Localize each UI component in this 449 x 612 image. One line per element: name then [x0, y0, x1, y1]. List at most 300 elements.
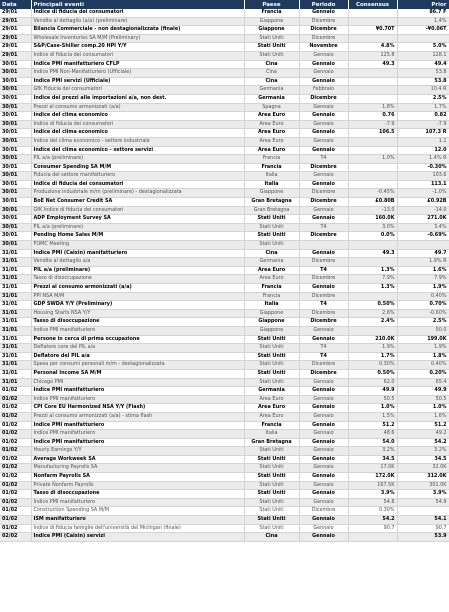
cell-event: Indice PMI manifatturiero CFLP — [31, 60, 244, 69]
cell-prior: 54.9 — [397, 498, 449, 507]
cell-event: Indice PMI (Caixin) manifatturiero — [31, 249, 244, 258]
cell-event: Indice PMI servizi (Ufficiale) — [31, 77, 244, 86]
cell-prior: 1.7% — [397, 103, 449, 112]
cell-country: Stati Uniti — [244, 464, 299, 473]
cell-date: 01/02 — [0, 455, 31, 464]
table-row[interactable] — [0, 498, 449, 507]
cell-date: 30/01 — [0, 206, 31, 215]
table-row[interactable] — [0, 26, 449, 35]
cell-date: 30/01 — [0, 223, 31, 232]
table-row[interactable] — [0, 9, 449, 17]
cell-period: Gennaio — [299, 335, 348, 344]
cell-event: Manufacturing Payrolls SA — [31, 464, 244, 473]
cell-date: 01/02 — [0, 464, 31, 473]
cell-consensus: 4.8% — [348, 43, 397, 52]
cell-period: Dicembre — [299, 258, 348, 267]
cell-country: Italia — [244, 430, 299, 439]
table-row[interactable] — [0, 361, 449, 370]
table-row[interactable] — [0, 284, 449, 293]
cell-country: Area Euro — [244, 112, 299, 121]
cell-consensus: 90.7 — [348, 524, 397, 533]
table-row[interactable] — [0, 275, 449, 284]
cell-date: 02/02 — [0, 533, 31, 542]
table-row[interactable] — [0, 103, 449, 112]
cell-event: Personal Income SA M/M — [31, 369, 244, 378]
cell-date: 31/01 — [0, 352, 31, 361]
cell-period: Dicembre — [299, 369, 348, 378]
cell-event: PIL a/a (preliminare) — [31, 266, 244, 275]
table-row[interactable] — [0, 412, 449, 421]
cell-prior — [397, 241, 449, 250]
cell-period: Gennaio — [299, 464, 348, 473]
cell-date: 31/01 — [0, 249, 31, 258]
table-row[interactable] — [0, 490, 449, 499]
cell-prior: 53.8 — [397, 69, 449, 78]
cell-consensus: -0.45% — [348, 189, 397, 198]
cell-date: 01/02 — [0, 490, 31, 499]
cell-country: Stati Uniti — [244, 516, 299, 525]
cell-date: 31/01 — [0, 258, 31, 267]
cell-prior: 103.6 — [397, 172, 449, 181]
cell-period: T4 — [299, 301, 348, 310]
cell-event: Prezzi al consumo armonizzati (a/a) — [31, 103, 244, 112]
cell-event: Indice del clima economico - settore industriale — [31, 137, 244, 146]
cell-period: Febbraio — [299, 86, 348, 95]
cell-consensus: 0.50% — [348, 301, 397, 310]
cell-prior: 1.4% R — [397, 155, 449, 164]
cell-country: Stati Uniti — [244, 524, 299, 533]
cell-period: Gennaio — [299, 430, 348, 439]
table-row[interactable] — [0, 335, 449, 344]
table-row[interactable] — [0, 318, 449, 327]
cell-country: Area Euro — [244, 266, 299, 275]
header-date[interactable]: Data — [0, 0, 31, 9]
cell-prior: 49.7 — [397, 249, 449, 258]
table-row[interactable] — [0, 120, 449, 129]
cell-consensus: 0.0% — [348, 232, 397, 241]
cell-prior: 3.4% — [397, 223, 449, 232]
cell-consensus — [348, 9, 397, 17]
cell-prior: 128.1 — [397, 51, 449, 60]
cell-prior: 5.0% — [397, 43, 449, 52]
cell-country: Area Euro — [244, 412, 299, 421]
cell-country: Stati Uniti — [244, 498, 299, 507]
cell-country: Stati Uniti — [244, 34, 299, 43]
cell-event: Indice PMI manifatturiero — [31, 438, 244, 447]
cell-country: Stati Uniti — [244, 473, 299, 482]
cell-prior: 51.2 — [397, 421, 449, 430]
cell-event: S&P/Case-Shiller comp.20 HPI Y/Y — [31, 43, 244, 52]
cell-period: Dicembre — [299, 189, 348, 198]
cell-date: 01/02 — [0, 516, 31, 525]
cell-date: 30/01 — [0, 86, 31, 95]
cell-event: GfK Fiducia dei consumatori — [31, 86, 244, 95]
cell-consensus — [348, 34, 397, 43]
cell-prior: 49.2 — [397, 430, 449, 439]
table-row[interactable] — [0, 258, 449, 267]
cell-period: Gennaio — [299, 524, 348, 533]
table-row[interactable] — [0, 189, 449, 198]
cell-prior: 34.5 — [397, 455, 449, 464]
cell-country: Stati Uniti — [244, 481, 299, 490]
cell-country: Germania — [244, 387, 299, 396]
cell-consensus — [348, 533, 397, 542]
cell-period: T4 — [299, 266, 348, 275]
cell-prior: 7.9% — [397, 275, 449, 284]
cell-consensus: 34.5 — [348, 455, 397, 464]
cell-event: Indice di fiducia dei consumatori — [31, 9, 244, 17]
cell-consensus: 167.5K — [348, 481, 397, 490]
cell-country: Stati Uniti — [244, 232, 299, 241]
table-row[interactable] — [0, 352, 449, 361]
cell-prior: 0.40% — [397, 292, 449, 301]
cell-consensus: 1.9% — [348, 344, 397, 353]
cell-country: Francia — [244, 9, 299, 17]
table-row[interactable] — [0, 395, 449, 404]
cell-period: Dicembre — [299, 232, 348, 241]
table-row[interactable] — [0, 421, 449, 430]
cell-period: Gennaio — [299, 137, 348, 146]
cell-country: Francia — [244, 421, 299, 430]
table-row[interactable] — [0, 249, 449, 258]
cell-period: Gennaio — [299, 498, 348, 507]
cell-prior: -0.30% — [397, 163, 449, 172]
cell-consensus: 62.0 — [348, 378, 397, 387]
cell-event: PIL a/a (preliminare) — [31, 223, 244, 232]
cell-consensus — [348, 180, 397, 189]
table-row[interactable] — [0, 172, 449, 181]
cell-prior: 0.70% — [397, 301, 449, 310]
cell-period: Gennaio — [299, 387, 348, 396]
cell-prior: 0.82 — [397, 112, 449, 121]
cell-date: 31/01 — [0, 318, 31, 327]
cell-event: Indice PMI manifatturiero — [31, 326, 244, 335]
cell-period: Gennaio — [299, 326, 348, 335]
cell-country: Cina — [244, 60, 299, 69]
table-row[interactable] — [0, 146, 449, 155]
table-row[interactable] — [0, 481, 449, 490]
cell-consensus: 49.9 — [348, 387, 397, 396]
cell-period: Gennaio — [299, 69, 348, 78]
table-row[interactable] — [0, 69, 449, 78]
cell-prior: 1.9% — [397, 284, 449, 293]
cell-event: Indice PMI manifatturiero — [31, 395, 244, 404]
table-row[interactable] — [0, 524, 449, 533]
table-row[interactable] — [0, 378, 449, 387]
cell-country: Giappone — [244, 318, 299, 327]
cell-period: Dicembre — [299, 275, 348, 284]
cell-country: Area Euro — [244, 146, 299, 155]
cell-period — [299, 241, 348, 250]
table-row[interactable] — [0, 51, 449, 60]
cell-period: Dicembre — [299, 198, 348, 207]
cell-date: 30/01 — [0, 69, 31, 78]
header-country[interactable]: Paese — [244, 0, 299, 9]
cell-date: 01/02 — [0, 387, 31, 396]
header-event[interactable]: Principali eventi — [31, 0, 244, 9]
cell-event: Indice del clima economico — [31, 112, 244, 121]
cell-consensus — [348, 163, 397, 172]
cell-consensus — [348, 137, 397, 146]
table-row[interactable] — [0, 86, 449, 95]
cell-event: Indice PMI manifatturiero — [31, 498, 244, 507]
cell-period: Gennaio — [299, 378, 348, 387]
cell-prior: 2.5% — [397, 94, 449, 103]
cell-date: 31/01 — [0, 275, 31, 284]
cell-period: Dicembre — [299, 163, 348, 172]
cell-prior: -14.0 — [397, 206, 449, 215]
cell-country: Gran Bretagna — [244, 438, 299, 447]
table-row[interactable] — [0, 430, 449, 439]
cell-event: Nonfarm Payrolls SA — [31, 473, 244, 482]
cell-country: Area Euro — [244, 404, 299, 413]
table-row[interactable] — [0, 438, 449, 447]
cell-period: Dicembre — [299, 361, 348, 370]
header-period[interactable]: Periodo — [299, 0, 348, 9]
cell-event: Persone in cerca di prima occupazione — [31, 335, 244, 344]
cell-period: Dicembre — [299, 26, 348, 35]
cell-period: Gennaio — [299, 180, 348, 189]
table-row[interactable] — [0, 404, 449, 413]
cell-period: Gennaio — [299, 447, 348, 456]
table-row[interactable] — [0, 43, 449, 52]
table-row[interactable] — [0, 447, 449, 456]
cell-consensus: 0.50% — [348, 369, 397, 378]
cell-country: Giappone — [244, 326, 299, 335]
cell-consensus — [348, 94, 397, 103]
table-row[interactable] — [0, 137, 449, 146]
table-row[interactable] — [0, 206, 449, 215]
table-row[interactable] — [0, 266, 449, 275]
cell-prior: 1.0% — [397, 404, 449, 413]
cell-date: 30/01 — [0, 189, 31, 198]
cell-event: Hourly Earnings Y/Y — [31, 447, 244, 456]
cell-consensus: -7.9 — [348, 120, 397, 129]
cell-event: Tasso di disoccupazione — [31, 275, 244, 284]
cell-event: Indice PMI (Caixin) servizi — [31, 533, 244, 542]
cell-consensus: 0.76 — [348, 112, 397, 121]
cell-prior: 90.7 — [397, 524, 449, 533]
cell-country: Francia — [244, 284, 299, 293]
cell-date: 01/02 — [0, 481, 31, 490]
cell-date: 30/01 — [0, 103, 31, 112]
cell-date: 30/01 — [0, 94, 31, 103]
cell-consensus — [348, 172, 397, 181]
cell-prior: 1.6% — [397, 266, 449, 275]
cell-date: 30/01 — [0, 232, 31, 241]
cell-date: 30/01 — [0, 60, 31, 69]
cell-consensus: 49.3 — [348, 60, 397, 69]
cell-date: 01/02 — [0, 473, 31, 482]
table-row[interactable] — [0, 60, 449, 69]
cell-consensus — [348, 146, 397, 155]
table-row[interactable] — [0, 387, 449, 396]
table-row[interactable] — [0, 533, 449, 542]
cell-event: ISM manifatturiero — [31, 516, 244, 525]
cell-date: 30/01 — [0, 112, 31, 121]
cell-consensus: ¥0.70T — [348, 26, 397, 35]
cell-prior: 312.0K — [397, 473, 449, 482]
cell-date: 01/02 — [0, 507, 31, 516]
table-row[interactable] — [0, 232, 449, 241]
table-row[interactable] — [0, 180, 449, 189]
cell-prior: 113.1 — [397, 180, 449, 189]
cell-country: Giappone — [244, 26, 299, 35]
cell-period: Dicembre — [299, 318, 348, 327]
cell-consensus: 0.30% — [348, 361, 397, 370]
table-row[interactable] — [0, 241, 449, 250]
cell-prior: 53.8 — [397, 77, 449, 86]
table-row[interactable] — [0, 77, 449, 86]
cell-prior: -0.69% — [397, 232, 449, 241]
header-prior[interactable]: Prior — [397, 0, 449, 9]
cell-date: 29/01 — [0, 9, 31, 17]
cell-event: Indice PMI Non-Manifatturiero (Ufficiale) — [31, 69, 244, 78]
cell-prior: 50.0 — [397, 326, 449, 335]
cell-country: Stati Uniti — [244, 369, 299, 378]
cell-prior: £0.92B — [397, 198, 449, 207]
cell-consensus: 3.9% — [348, 490, 397, 499]
table-row[interactable] — [0, 129, 449, 138]
cell-consensus: 1.3% — [348, 266, 397, 275]
cell-event: Bilancia Commerciale - non destagionalizzata (finale) — [31, 26, 244, 35]
cell-event: Pending Home Sales M/M — [31, 232, 244, 241]
cell-consensus — [348, 86, 397, 95]
cell-country: Stati Uniti — [244, 223, 299, 232]
cell-country: Italia — [244, 180, 299, 189]
cell-period: Gennaio — [299, 481, 348, 490]
cell-consensus — [348, 258, 397, 267]
cell-period: Dicembre — [299, 94, 348, 103]
cell-country: Stati Uniti — [244, 361, 299, 370]
cell-date: 31/01 — [0, 361, 31, 370]
cell-date: 30/01 — [0, 163, 31, 172]
cell-period: Dicembre — [299, 17, 348, 26]
table-row[interactable] — [0, 94, 449, 103]
cell-country: Area Euro — [244, 129, 299, 138]
cell-event: BoE Net Consumer Credit SA — [31, 198, 244, 207]
cell-consensus: -13.0 — [348, 206, 397, 215]
cell-prior: 50.5 — [397, 395, 449, 404]
cell-prior: 54.1 — [397, 516, 449, 525]
cell-period: Gennaio — [299, 51, 348, 60]
table-row[interactable] — [0, 326, 449, 335]
table-row[interactable] — [0, 301, 449, 310]
table-row[interactable] — [0, 198, 449, 207]
cell-country: Germania — [244, 86, 299, 95]
table-row[interactable] — [0, 455, 449, 464]
header-row — [0, 0, 449, 9]
cell-event: Private Nonfarm Payrolls — [31, 481, 244, 490]
cell-prior: 54.2 — [397, 438, 449, 447]
cell-period: Gennaio — [299, 112, 348, 121]
cell-period: Gennaio — [299, 172, 348, 181]
cell-event: Vendite al dettaglio (a/a) (preliminare) — [31, 17, 244, 26]
table-row[interactable] — [0, 516, 449, 525]
cell-country: Giappone — [244, 189, 299, 198]
cell-event: Indice PMI manifatturiero — [31, 421, 244, 430]
cell-prior: 65.4 — [397, 378, 449, 387]
cell-country: Stati Uniti — [244, 344, 299, 353]
cell-event: Deflatore core del PIL a/a — [31, 344, 244, 353]
table-row[interactable] — [0, 464, 449, 473]
cell-prior — [397, 507, 449, 516]
table-row[interactable] — [0, 223, 449, 232]
cell-date: 01/02 — [0, 430, 31, 439]
cell-date: 31/01 — [0, 326, 31, 335]
cell-prior: 53.9 — [397, 533, 449, 542]
cell-event: Chicago PMI — [31, 378, 244, 387]
table-row[interactable] — [0, 215, 449, 224]
cell-consensus: 1.3% — [348, 284, 397, 293]
cell-country: Area Euro — [244, 395, 299, 404]
table-row[interactable] — [0, 292, 449, 301]
cell-event: Fiducia del settore manifatturiero — [31, 172, 244, 181]
table-row[interactable] — [0, 34, 449, 43]
cell-country: Area Euro — [244, 275, 299, 284]
cell-period: Gennaio — [299, 120, 348, 129]
cell-date: 01/02 — [0, 421, 31, 430]
cell-country: Giappone — [244, 309, 299, 318]
cell-date: 30/01 — [0, 137, 31, 146]
cell-event: FOMC Meeting — [31, 241, 244, 250]
cell-country: Stati Uniti — [244, 51, 299, 60]
cell-date: 31/01 — [0, 309, 31, 318]
cell-consensus: 2.4% — [348, 318, 397, 327]
table-row[interactable] — [0, 507, 449, 516]
cell-period: Gennaio — [299, 404, 348, 413]
cell-date: 31/01 — [0, 301, 31, 310]
cell-period: Gennaio — [299, 103, 348, 112]
table-row[interactable] — [0, 309, 449, 318]
cell-prior: 1.8% — [397, 352, 449, 361]
cell-consensus: 48.6 — [348, 430, 397, 439]
cell-prior: 12.0 — [397, 146, 449, 155]
cell-prior: -¥0.06T — [397, 26, 449, 35]
cell-consensus: 1.5% — [348, 412, 397, 421]
header-consensus[interactable]: Consensus — [348, 0, 397, 9]
cell-event: Vendite al dettaglio a/a — [31, 258, 244, 267]
cell-country: Italia — [244, 301, 299, 310]
cell-prior: 199.0K — [397, 335, 449, 344]
table-body — [0, 9, 449, 541]
cell-date: 01/02 — [0, 412, 31, 421]
cell-consensus: 7.9% — [348, 275, 397, 284]
table-row[interactable] — [0, 17, 449, 26]
cell-period: Gennaio — [299, 129, 348, 138]
cell-period: Gennaio — [299, 533, 348, 542]
table-row[interactable] — [0, 112, 449, 121]
cell-event: Indice di fiducia dei consumatori — [31, 120, 244, 129]
cell-period: Gennaio — [299, 9, 348, 17]
cell-prior: 0.40% — [397, 361, 449, 370]
table-row[interactable] — [0, 155, 449, 164]
cell-country: Francia — [244, 292, 299, 301]
cell-period: Gennaio — [299, 60, 348, 69]
table-row[interactable] — [0, 163, 449, 172]
cell-consensus — [348, 17, 397, 26]
cell-consensus: 50.5 — [348, 395, 397, 404]
table-row[interactable] — [0, 344, 449, 353]
cell-country: Stati Uniti — [244, 241, 299, 250]
cell-period: Novembre — [299, 43, 348, 52]
cell-consensus — [348, 292, 397, 301]
cell-event: Indice dei prezzi alle importazioni a/a, non dest. — [31, 94, 244, 103]
table-row[interactable] — [0, 473, 449, 482]
cell-consensus — [348, 326, 397, 335]
table-row[interactable] — [0, 369, 449, 378]
cell-period: Dicembre — [299, 309, 348, 318]
